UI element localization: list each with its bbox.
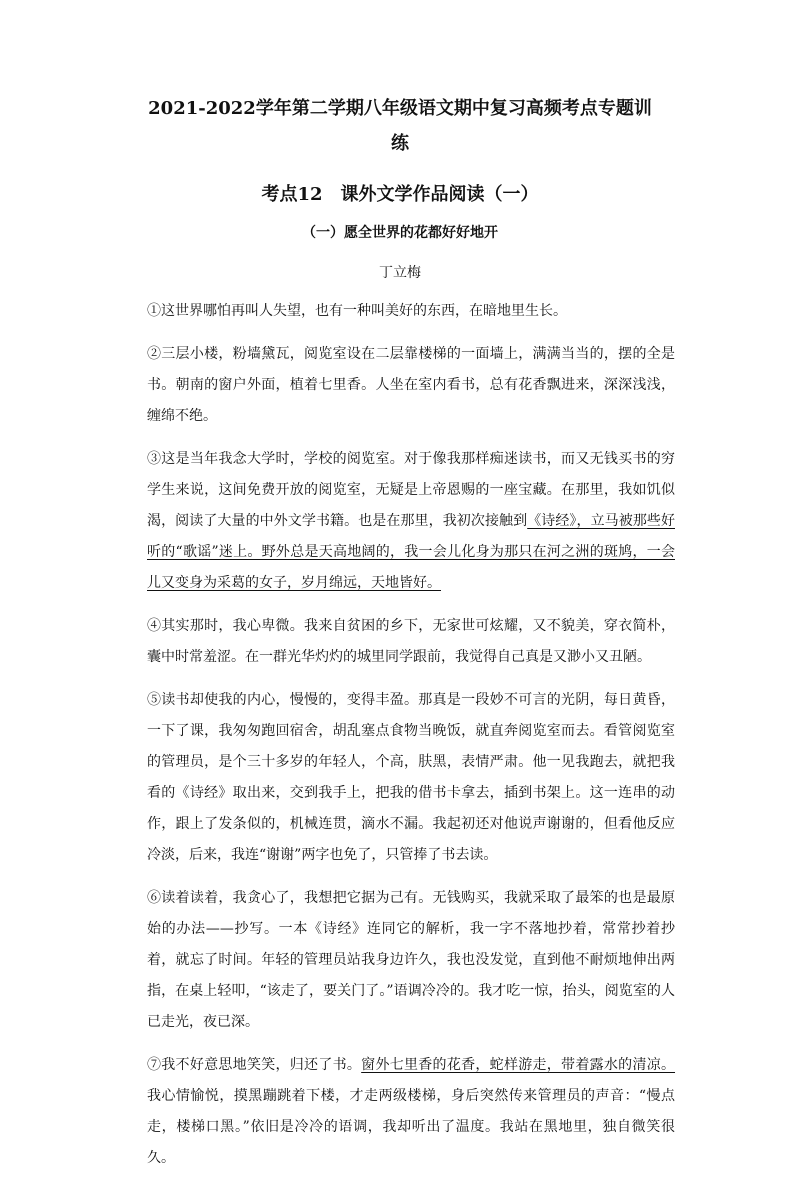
paragraph-5: ⑤读书却使我的内心，慢慢的，变得丰盈。那真是一段妙不可言的光阴，每日黄昏，一下了课，我匆匆跑回宿舍，胡乱塞点食物当晚饭，就直奔阅览室而去。看管阅览室的管理员，是个三十多岁的年轻人，个高，肤黑，表情严肃。他一见我跑去，就把我看的《诗经》取出来，交到我手上，把我的借书卡拿去，插到书架上。这一连串的动作，跟上了发条似的，机械连贯，滴水不漏。我起初还对他说声谢谢的，但看他反应冷淡，后来，我连“谢谢”两字也免了，只管捧了书去读。: [147, 692, 675, 863]
paragraph-6: ⑥读着读着，我贪心了，我想把它据为己有。无钱购买，我就采取了最笨的也是最原始的办法——抄写。一本《诗经》连同它的解析，我一字不落地抄着，常常抄着抄着，就忘了时间。年轻的管理员站我身边许久，我也没发觉，直到他不耐烦地伸出两指，在桌上轻叩，“该走了，要关门了。”语调冷冷的。我才吃一惊，抬头，阅览室的人已走光，夜已深。: [147, 890, 675, 1030]
paragraph-1: ①这世界哪怕再叫人失望，也有一种叫美好的东西，在暗地里生长。: [147, 303, 567, 319]
document-title-line1: 2021-2022学年第二学期八年级语文期中复习高频考点专题训: [148, 98, 652, 119]
paragraph-7-underlined-text: 窗外七里香的花香，蛇样游走，带着露水的清凉。: [361, 1057, 676, 1073]
paragraph-3: [147, 444, 675, 599]
article-body: [147, 296, 675, 1186]
paragraph-7-text-end: 我心情愉悦，摸黑蹦跳着下楼，才走两级楼梯，身后突然传来管理员的声音：“慢点走，楼梯口黑。”依旧是冷冷的语调，我却听出了温度。我站在黑地里，独自微笑很久。: [147, 1088, 675, 1166]
paragraph-4: ④其实那时，我心卑微。我来自贫困的乡下，无家世可炫耀，又不貌美，穿衣简朴，囊中时常羞涩。在一群光华灼灼的城里同学跟前，我觉得自己真是又渺小又丑陋。: [147, 618, 675, 665]
paragraph-7: [147, 1050, 675, 1174]
paragraph-3-underlined-text: 《诗经》，立马被那些好听的“歌谣”迷上。野外总是天高地阔的，我一会儿化身为那只在河之洲的斑鸠，一会儿又变身为采葛的女子，岁月绵远，天地皆好。: [147, 513, 675, 591]
paragraph-7-text-start: ⑦我不好意思地笑笑，归还了书。: [147, 1057, 362, 1073]
section-title: （一）愿全世界的花都好好地开: [302, 225, 498, 241]
topic-subtitle: 考点12 课外文学作品阅读（一）: [261, 184, 539, 205]
document-title-line2: 练: [391, 133, 409, 154]
paragraph-3-text: ③这是当年我念大学时，学校的阅览室。对于像我那样痴迷读书，而又无钱买书的穷学生来说，这间免费开放的阅览室，无疑是上帝恩赐的一座宝藏。在那里，我如饥似渴，阅读了大量的中外文学书籍。也是在那里，我初次接触到: [147, 451, 675, 529]
paragraph-2: ②三层小楼，粉墙黛瓦，阅览室设在二层靠楼梯的一面墙上，满满当当的，摆的全是书。朝南的窗户外面，植着七里香。人坐在室内看书，总有花香飘进来，深深浅浅，缠绵不绝。: [147, 346, 675, 424]
author-name: 丁立梅: [379, 265, 421, 281]
